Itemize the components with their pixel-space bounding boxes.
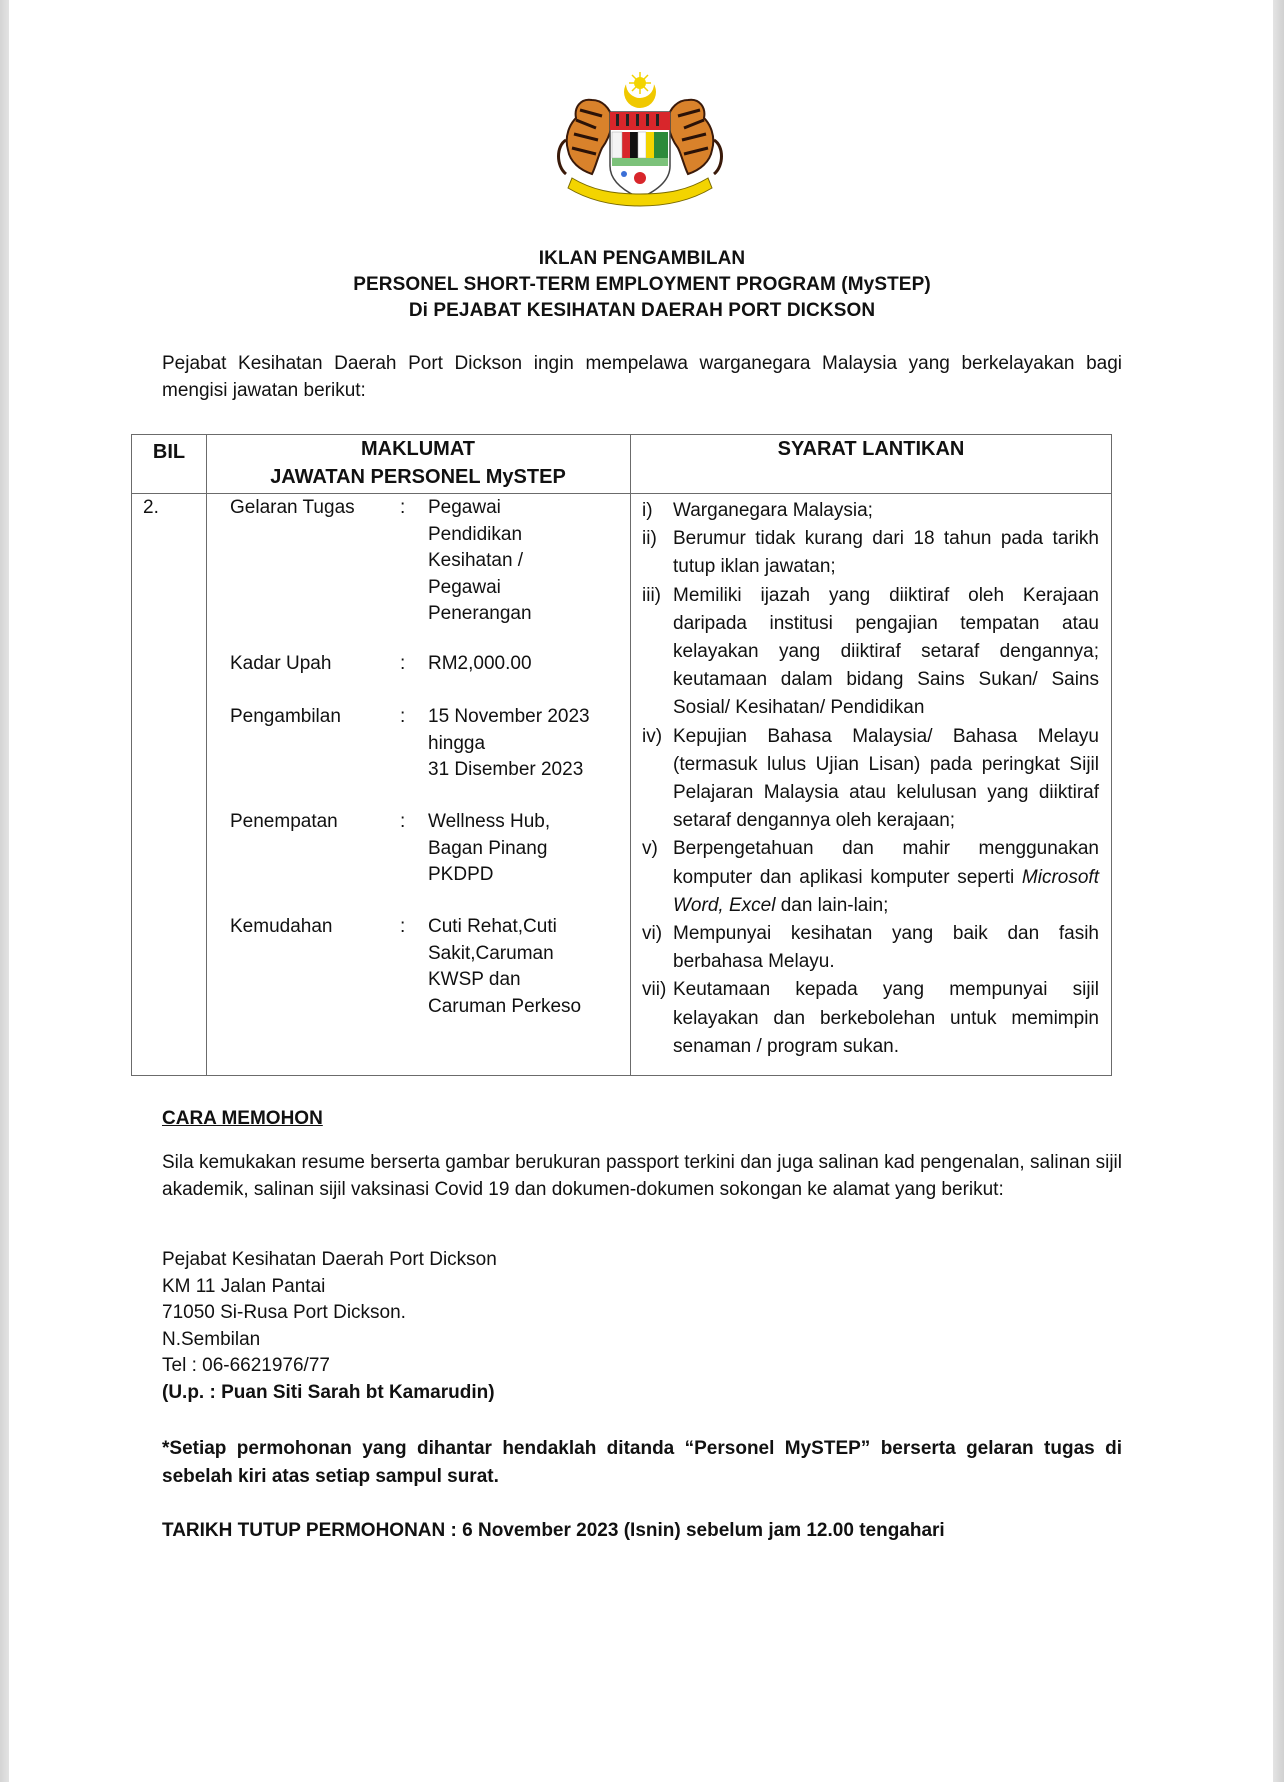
intro-paragraph: Pejabat Kesihatan Daerah Port Dickson ingin mempelawa warganegara Malaysia yang berkelayakan bagi mengisi jawatan berikut: xyxy=(162,353,1122,401)
field-value xyxy=(428,809,618,889)
requirement-software-names: Microsoft Word, Excel xyxy=(673,866,1099,916)
value-line: Sakit,Caruman xyxy=(428,942,554,964)
header-maklumat-line1: MAKLUMAT xyxy=(360,438,476,460)
address-line: KM 11 Jalan Pantai xyxy=(162,1275,326,1297)
address-line: N.Sembilan xyxy=(162,1328,261,1350)
value-line: Pegawai xyxy=(428,497,501,518)
value-line: 15 November 2023 xyxy=(428,706,590,727)
field-label: Gelaran Tugas xyxy=(230,497,355,518)
row-number: 2. xyxy=(143,497,159,518)
value-line: Penerangan xyxy=(428,603,532,624)
field-colon: : xyxy=(400,653,406,674)
field-value xyxy=(428,914,618,1020)
envelope-note: *Setiap permohonan yang dihantar hendaklah ditanda “Personel MySTEP” berserta gelaran tugas di sebelah kiri atas setiap sampul surat. xyxy=(162,1438,1122,1487)
value-line: KWSP dan xyxy=(428,969,521,990)
requirement-number: v) xyxy=(642,838,658,860)
field-label: Pengambilan xyxy=(230,706,341,727)
value-line: Caruman Perkeso xyxy=(428,995,582,1017)
field-label: Kemudahan xyxy=(230,916,333,937)
value-line: Bagan Pinang xyxy=(428,837,548,859)
table-header-divider xyxy=(132,493,1111,494)
field-value xyxy=(428,651,618,678)
value-line: Pendidikan xyxy=(428,523,523,545)
value-line: PKDPD xyxy=(428,864,494,885)
requirement-text: Berumur tidak kurang dari 18 tahun pada tarikh tutup iklan jawatan; xyxy=(673,528,1099,578)
document-title xyxy=(0,246,1284,324)
table-column-divider xyxy=(206,435,207,1075)
value-line: Pegawai xyxy=(428,576,501,598)
requirement-item xyxy=(642,920,1099,976)
requirement-number: vi) xyxy=(642,923,663,945)
requirement-number: i) xyxy=(642,500,653,521)
attention-contact: (U.p. : Puan Siti Sarah bt Kamarudin) xyxy=(162,1381,495,1403)
value-line: hingga xyxy=(428,732,486,754)
requirement-text: Kepujian Bahasa Malaysia/ Bahasa Melayu (termasuk lulus Ujian Lisan) pada peringkat Sijil Pelajaran Malaysia atau kelulusan yang diiktiraf setaraf dengannya oleh kerajaan; xyxy=(673,725,1099,832)
coat-of-arms-icon xyxy=(552,70,728,210)
closing-date: TARIKH TUTUP PERMOHONAN : 6 November 2023 (Isnin) sebelum jam 12.00 tengahari xyxy=(162,1520,945,1541)
requirement-item xyxy=(642,497,1099,525)
phone-number: Tel : 06-6621976/77 xyxy=(162,1355,330,1376)
field-colon: : xyxy=(400,706,406,727)
title-line-3: Di PEJABAT KESIHATAN DAERAH PORT DICKSON xyxy=(408,300,876,321)
field-label: Penempatan xyxy=(230,811,338,832)
requirement-text-end: dan lain-lain; xyxy=(775,894,889,916)
requirement-text: Mempunyai kesihatan yang baik dan fasih berbahasa Melayu. xyxy=(673,923,1099,973)
requirement-number: iv) xyxy=(642,725,663,747)
requirement-item xyxy=(642,835,1099,920)
requirement-text: Berpengetahuan dan mahir menggunakan komputer dan aplikasi komputer seperti xyxy=(673,838,1099,888)
section-title-cara-memohon: CARA MEMOHON xyxy=(162,1108,323,1129)
value-line: Kesihatan / xyxy=(428,550,524,571)
job-details-table xyxy=(131,434,1112,1076)
field-value xyxy=(428,495,618,628)
requirement-number: vii) xyxy=(642,979,667,1001)
apply-instructions: Sila kemukakan resume berserta gambar berukuran passport terkini dan juga salinan kad pengenalan, salinan sijil akademik, salinan sijil vaksinasi Covid 19 dan dokumen-dokumen sokongan ke alamat yang berikut: xyxy=(162,1152,1122,1200)
header-maklumat xyxy=(206,435,630,491)
value-line: Cuti Rehat,Cuti xyxy=(428,916,557,937)
address-line: 71050 Si-Rusa Port Dickson. xyxy=(162,1302,406,1323)
header-bil: BIL xyxy=(152,441,186,463)
requirement-item xyxy=(642,976,1099,1061)
requirement-item xyxy=(642,582,1099,723)
requirement-number: ii) xyxy=(642,528,657,550)
field-colon: : xyxy=(400,811,406,832)
requirement-text: Warganegara Malaysia; xyxy=(673,500,873,521)
requirement-item xyxy=(642,723,1099,836)
requirement-item xyxy=(642,525,1099,581)
requirement-text: Memiliki ijazah yang diiktiraf oleh Kerajaan daripada institusi pengajian tempatan atau kelayakan yang diiktiraf setaraf dengannya; keutamaan dalam bidang Sains Sukan/ Sains Sosial/ Kesihatan/ Pendidikan xyxy=(673,584,1099,719)
value-line: 31 Disember 2023 xyxy=(428,759,584,780)
field-value xyxy=(428,704,618,784)
requirements-list xyxy=(642,497,1099,1061)
requirement-text: Keutamaan kepada yang mempunyai sijil kelayakan dan berkebolehan untuk memimpin senaman / program sukan. xyxy=(673,979,1099,1057)
header-maklumat-line2: JAWATAN PERSONEL MySTEP xyxy=(270,466,566,488)
value-line: RM2,000.00 xyxy=(428,653,532,674)
table-column-divider xyxy=(630,435,631,1075)
title-line-2: PERSONEL SHORT-TERM EMPLOYMENT PROGRAM (MySTEP) xyxy=(353,274,931,295)
address-line: Pejabat Kesihatan Daerah Port Dickson xyxy=(162,1249,497,1270)
title-line-1: IKLAN PENGAMBILAN xyxy=(538,248,746,269)
field-colon: : xyxy=(400,497,406,518)
requirement-number: iii) xyxy=(642,584,661,606)
value-line: Wellness Hub, xyxy=(428,811,551,832)
field-colon: : xyxy=(400,916,406,937)
field-label: Kadar Upah xyxy=(230,653,332,674)
mailing-address xyxy=(162,1247,497,1406)
header-syarat: SYARAT LANTIKAN xyxy=(777,438,965,460)
